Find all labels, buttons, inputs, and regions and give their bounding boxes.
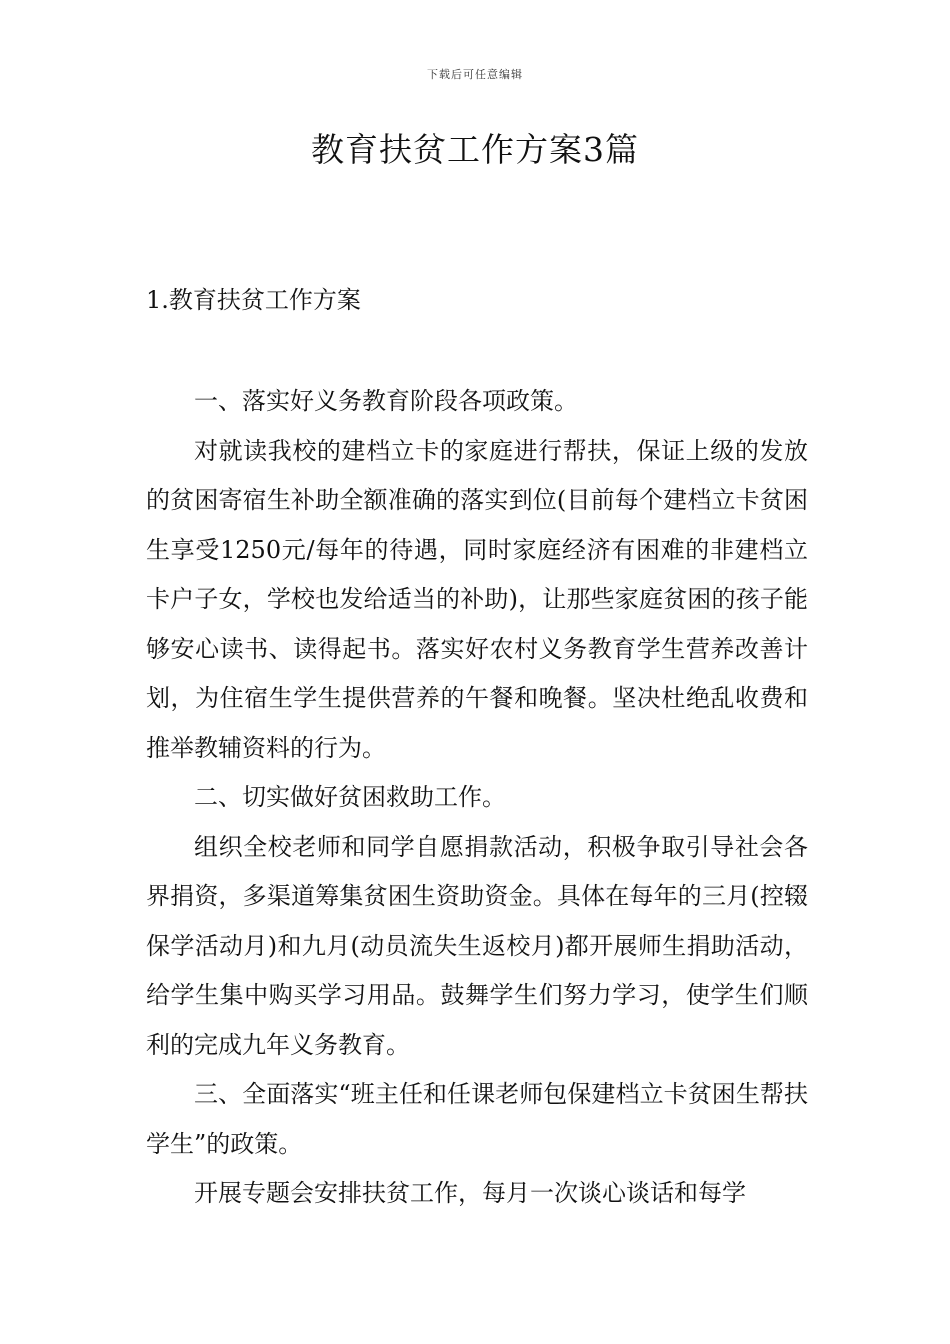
paragraph: 一、落实好义务教育阶段各项政策。 [194, 387, 578, 415]
document-title: 教育扶贫工作方案3篇 [311, 130, 639, 169]
paragraph: 开展专题会安排扶贫工作，每月一次谈心谈话和每学 [194, 1179, 746, 1207]
paragraph: 组织全校老师和同学自愿捐款活动，积极争取引导社会各界捐资，多渠道筹集贫困生资助资金。具体在每年的三月(控辍保学活动月)和九月(动员流失生返校月)都开展师生捐助活动，给学生集中购买学习用品。鼓舞学生们努力学习，使学生们顺利的完成九年义务教育。 [146, 832, 808, 1059]
section-title: 1.教育扶贫工作方案 [146, 286, 361, 314]
paragraph: 二、切实做好贫困救助工作。 [194, 783, 506, 811]
header-note: 下载后可任意编辑 [427, 68, 523, 81]
document-body [146, 377, 808, 1219]
paragraph: 三、全面落实“班主任和任课老师包保建档立卡贫困生帮扶学生”的政策。 [146, 1080, 808, 1158]
paragraph: 对就读我校的建档立卡的家庭进行帮扶，保证上级的发放的贫困寄宿生补助全额准确的落实到位(目前每个建档立卡贫困生享受1250元/每年的待遇，同时家庭经济有困难的非建档立卡户子女，学校也发给适当的补助)，让那些家庭贫困的孩子能够安心读书、读得起书。落实好农村义务教育学生营养改善计划，为住宿生学生提供营养的午餐和晚餐。坚决杜绝乱收费和推举教辅资料的行为。 [146, 436, 808, 762]
